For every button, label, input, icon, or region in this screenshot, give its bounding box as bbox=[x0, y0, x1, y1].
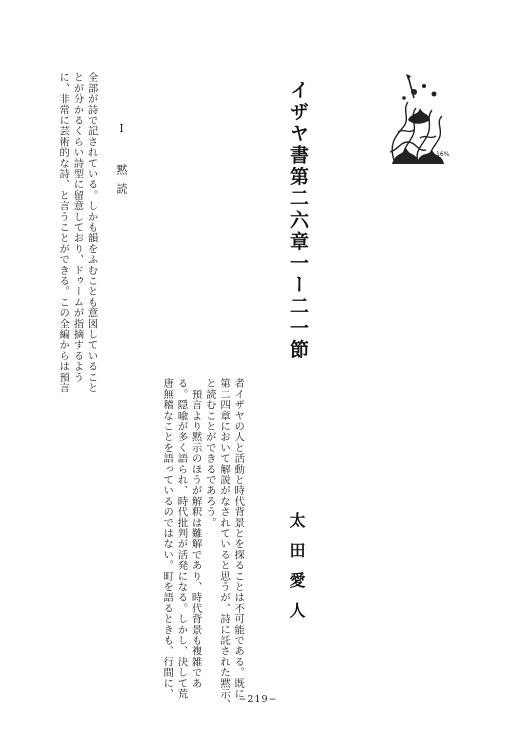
body-paragraph-top: 全部が詩で記されている。しかも韻をふむことも意図していること とが分かるくらい詩型に留意しており、ドゥームが指摘するよう に、非常に芸術的な詩、と言うことができる。この全編からは預言 bbox=[57, 72, 98, 393]
article-title: イザヤ書第二六章一ー二一節 bbox=[287, 80, 309, 361]
section-heading: I 黙読 bbox=[115, 122, 128, 202]
page-number: −219− bbox=[238, 694, 278, 705]
author-name: 太田愛人 bbox=[287, 512, 306, 632]
body-paragraph-bottom: 者イザヤの人と活動と時代背景とを探ることは不可能である。既に 第二四章において解説がなされていると思うが、詩に託された黙示、 と読むことができるであろう。 預言より黙示のほうが解釈は難解であり、時代背景も複雑であ る。隠喩が多く語られ、時代批判が活発になる。しかし、決して荒 唐無稽なことを語っているのではない。町を語るときも、行間に、 bbox=[161, 378, 245, 710]
decorative-illustration bbox=[384, 72, 452, 172]
illustration-caption: 16% bbox=[436, 151, 450, 158]
